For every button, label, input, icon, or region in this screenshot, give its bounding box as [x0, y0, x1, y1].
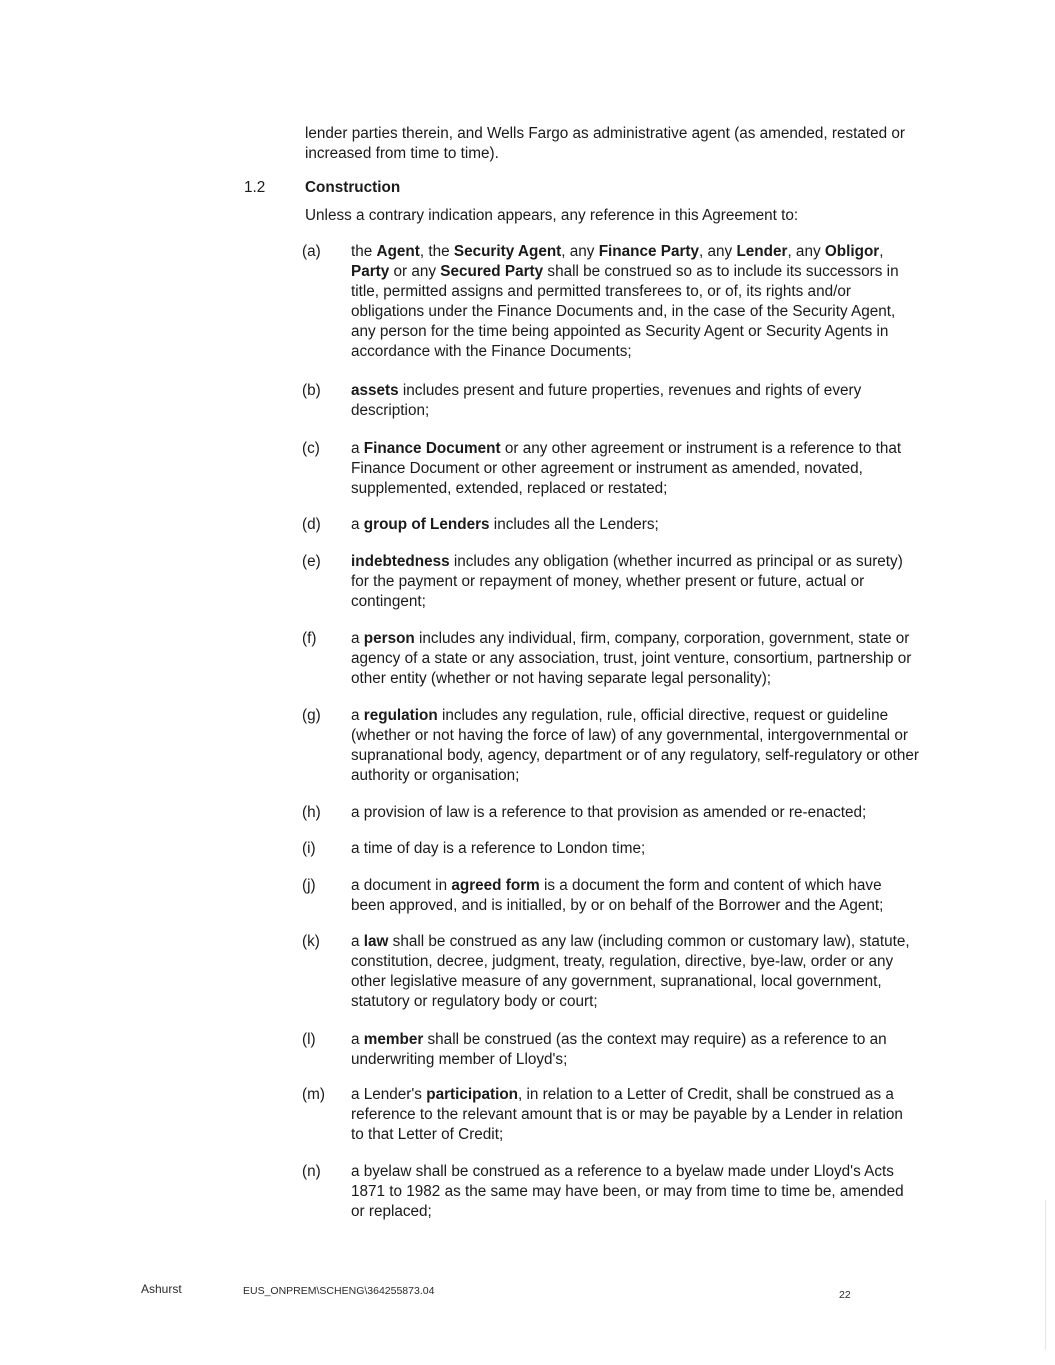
- defined-term: Secured Party: [440, 263, 544, 280]
- item-text-segment: is a document the form and content of which have been approved, and is initialled, by or on behalf of the Borrower and the Agent;: [351, 877, 884, 914]
- item-label: (k): [302, 933, 320, 950]
- defined-term: assets: [351, 382, 399, 399]
- item-label: (g): [302, 707, 321, 724]
- item-text-segment: a provision of law is a reference to that provision as amended or re-enacted;: [351, 804, 867, 821]
- item-text-segment: includes all the Lenders;: [489, 516, 659, 533]
- item-text: [351, 876, 919, 916]
- item-text: [351, 381, 919, 421]
- scan-edge-line: [1045, 1200, 1046, 1350]
- item-text-segment: includes any regulation, rule, official directive, request or guideline (whether or not having the force of law) of any governmental, intergovernmental or supranational body, agency, department or of any regulatory, self-regulatory or other authority or organisation;: [351, 707, 920, 784]
- defined-term: member: [363, 1031, 424, 1048]
- item-text-segment: a: [351, 440, 364, 457]
- item-text-segment: , any: [561, 243, 599, 260]
- item-text-segment: includes any individual, firm, company, corporation, government, state or agency of a state or any association, trust, joint venture, consortium, partnership or other entity (whether or not having separate legal personality);: [351, 630, 912, 687]
- defined-term: Finance Party: [598, 243, 700, 260]
- item-label: (c): [302, 440, 320, 457]
- defined-term: indebtedness: [351, 553, 450, 570]
- item-label: (n): [302, 1163, 321, 1180]
- item-text-segment: a byelaw shall be construed as a reference to a byelaw made under Lloyd's Acts 1871 to 1982 as the same may have been, or may from time to time be, amended or replaced;: [351, 1163, 904, 1220]
- item-text-segment: , in relation to a Letter of Credit, shall be construed as a reference to the relevant amount that is or may be payable by a Lender in relation to that Letter of Credit;: [351, 1086, 903, 1143]
- item-text-segment: or any other agreement or instrument is a reference to that Finance Document or other agreement or instrument as amended, novated, supplemented, extended, replaced or restated;: [351, 440, 902, 497]
- defined-term: Agent: [376, 243, 420, 260]
- item-label: (j): [302, 877, 316, 894]
- item-text: [351, 439, 919, 499]
- item-text: [351, 839, 919, 859]
- item-text-segment: a: [351, 1031, 364, 1048]
- item-text-segment: or any: [389, 263, 441, 280]
- item-label: (f): [302, 630, 317, 647]
- footer-document-reference: EUS_ONPREM\SCHENG\364255873.04: [243, 1285, 435, 1297]
- clause-lead-sentence: Unless a contrary indication appears, any reference in this Agreement to:: [305, 207, 799, 224]
- item-label: (l): [302, 1031, 316, 1048]
- defined-term: agreed form: [451, 877, 540, 894]
- item-label: (e): [302, 553, 321, 570]
- item-text-segment: , any: [699, 243, 737, 260]
- item-text-segment: shall be construed (as the context may require) as a reference to an underwriting member of Lloyd's;: [351, 1031, 887, 1068]
- footer-page-number: 22: [839, 1289, 851, 1301]
- item-text: [351, 552, 919, 612]
- item-text: [351, 515, 919, 535]
- item-text-segment: a time of day is a reference to London time;: [351, 840, 646, 857]
- item-text: [351, 706, 919, 786]
- defined-term: law: [363, 933, 389, 950]
- item-text-segment: , any: [787, 243, 825, 260]
- defined-term: Lender: [736, 243, 788, 260]
- defined-term: participation: [426, 1086, 519, 1103]
- item-label: (i): [302, 840, 316, 857]
- item-text-segment: includes any obligation (whether incurred as principal or as surety) for the payment or repayment of money, whether present or future, actual or contingent;: [351, 553, 903, 610]
- item-text-segment: the: [351, 243, 377, 260]
- item-label: (d): [302, 516, 321, 533]
- defined-term: regulation: [363, 707, 438, 724]
- continuation-paragraph: lender parties therein, and Wells Fargo as administrative agent (as amended, restated or increased from time to time).: [305, 125, 906, 162]
- defined-term: Security Agent: [453, 243, 562, 260]
- item-text-segment: ,: [879, 243, 884, 260]
- clause-number: 1.2: [244, 179, 266, 196]
- item-text: [351, 242, 919, 362]
- item-text-segment: a: [351, 516, 364, 533]
- item-text: [351, 803, 919, 823]
- clause-title: Construction: [305, 179, 401, 196]
- item-label: (b): [302, 382, 321, 399]
- item-text: [351, 629, 919, 689]
- defined-term: person: [363, 630, 415, 647]
- item-text: [351, 1085, 919, 1145]
- defined-term: group of Lenders: [363, 516, 490, 533]
- item-text-segment: a: [351, 933, 364, 950]
- defined-term: Finance Document: [363, 440, 501, 457]
- item-text-segment: a document in: [351, 877, 452, 894]
- item-text-segment: , the: [419, 243, 454, 260]
- item-text: [351, 1030, 919, 1070]
- footer-firm-name: Ashurst: [141, 1282, 182, 1296]
- item-text-segment: a: [351, 630, 364, 647]
- item-text-segment: a Lender's: [351, 1086, 427, 1103]
- item-text-segment: shall be construed as any law (including common or customary law), statute, constitution, decree, judgment, treaty, regulation, directive, bye-law, order or any other legislative measure of any government, supranational, local government, statutory or regulatory body or court;: [351, 933, 910, 1010]
- item-text-segment: includes present and future properties, revenues and rights of every description;: [351, 382, 862, 419]
- item-text: [351, 932, 919, 1012]
- item-text-segment: shall be construed so as to include its successors in title, permitted assigns and permitted transferees to, or of, its rights and/or obligations under the Finance Documents and, in the case of the Security Agent, any person for the time being appointed as Security Agent or Security Agents in accordance with the Finance Documents;: [351, 263, 899, 360]
- item-label: (a): [302, 243, 321, 260]
- defined-term: Party: [351, 263, 390, 280]
- defined-term: Obligor: [824, 243, 880, 260]
- item-text-segment: a: [351, 707, 364, 724]
- item-label: (h): [302, 804, 321, 821]
- item-label: (m): [302, 1086, 325, 1103]
- item-text: [351, 1162, 919, 1222]
